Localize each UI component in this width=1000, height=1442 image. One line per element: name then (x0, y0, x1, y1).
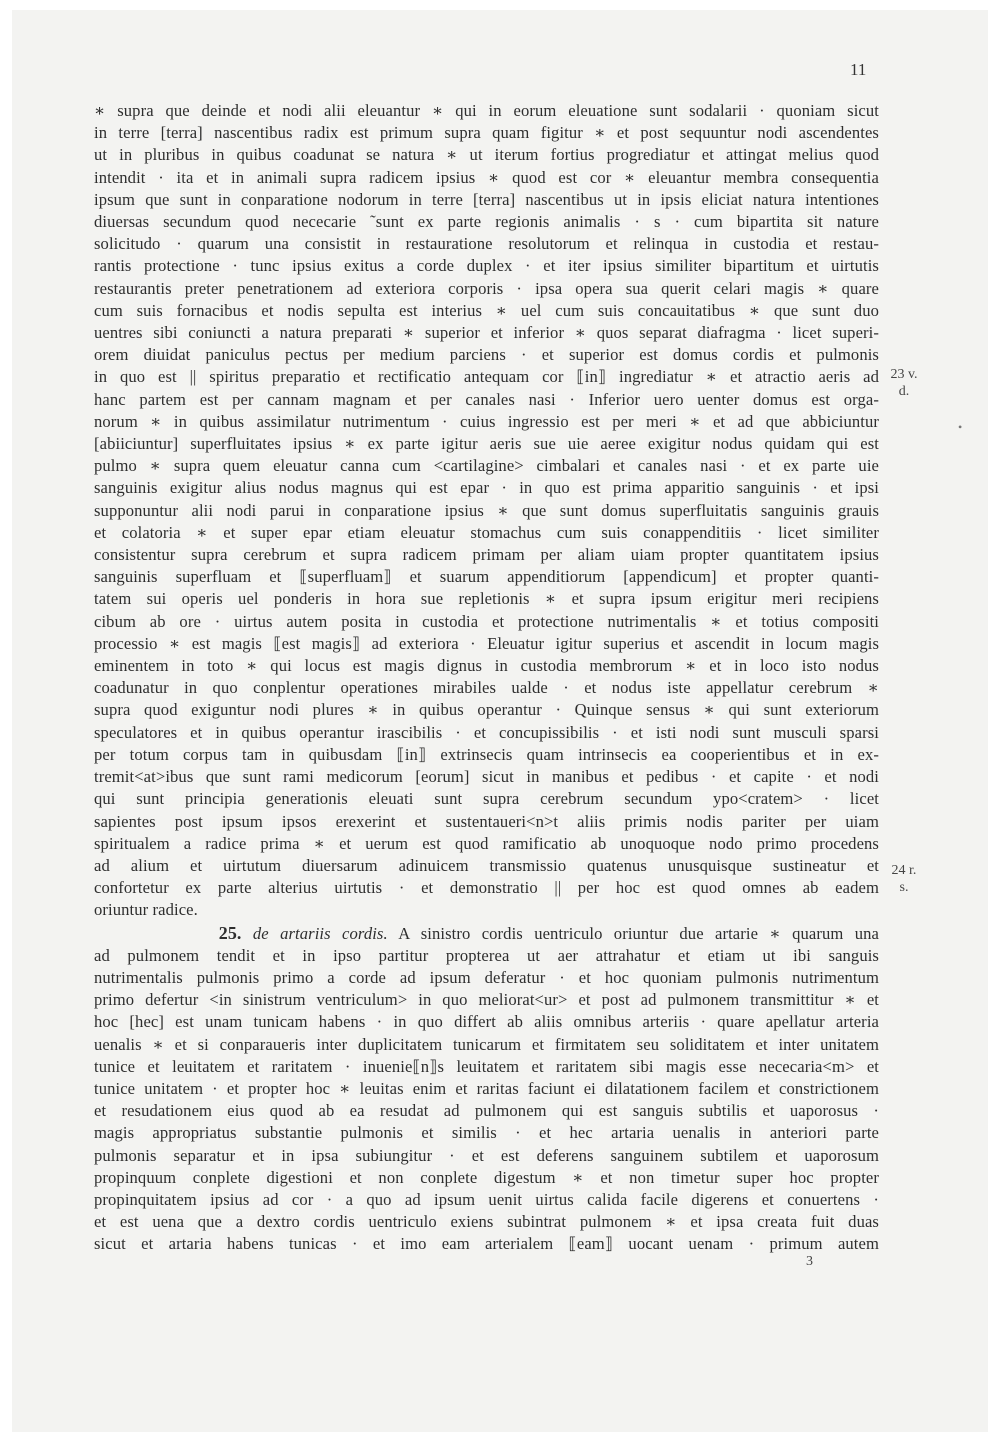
margin-folio-ref: 23 v. (890, 367, 918, 382)
text-line: in quo est || spiritus preparatio et rectificatio antequam cor ⟦in⟧ ingrediatur ∗ et atractio aeris ad (94, 367, 879, 387)
margin-folio-ref: 24 r. (891, 863, 917, 878)
text-line: rantis protectione · tunc ipsius exitus a corde duplex · et iter ipsius similiter bipartitum et uirtutis (94, 256, 879, 276)
text-line: supra quod exiguntur nodi plures ∗ in quibus operantur · Quinque sensus ∗ qui sunt exteriorum (94, 700, 879, 720)
text-line: norum ∗ in quibus assimilatur nutrimentum · cuius ingressio est per meri ∗ et ad que abbiciuntur (94, 411, 879, 431)
text-line: ad pulmonem tendit et in ipso partitur propterea ut aer attrahatur et etiam ut ibi sanguis (94, 945, 879, 965)
margin-folio-side: s. (899, 880, 909, 895)
section-number: 25. (218, 922, 242, 943)
text-line: sicut et artaria habens tunicas · et imo eam arterialem ⟦eam⟧ uocant uenam · primum autem (94, 1234, 879, 1254)
text-line: ut in pluribus in quibus coadunat se natura ∗ ut iterum fortius progrediatur et attingat melius quod (94, 145, 879, 165)
text-line: in terre [terra] nascentibus radix est primum supra quam figitur ∗ et post sequuntur nodi ascendentes (94, 123, 879, 143)
text-line: primo defertur <in sinistrum ventriculum> in quo meliorat<ur> et post ad pulmonem transmittitur ∗ et (94, 990, 879, 1010)
text-line: hanc partem est per cannam magnam et per canales nasi · Inferior uero uenter domus est orga- (94, 389, 879, 409)
text-line: intendit · ita et in animali supra radicem ipsius ∗ quod est cor ∗ eleuantur membra consequentia (94, 167, 879, 187)
margin-folio-note (884, 862, 924, 896)
text-line: eminentem in toto ∗ qui locus est magis dignus in custodia membrorum ∗ et in loco isto nodus (94, 656, 879, 676)
text-line: speculatores et in quibus operantur irascibilis · et concupissibilis · et isti nodi sunt musculi sparsi (94, 722, 879, 742)
text-line: nutrimentalis pulmonis primo a corde ad ipsum deferatur · et hoc quoniam pulmonis nutrimentum (94, 967, 879, 987)
text-line: propinquum conplete digestioni et non conplete digestum ∗ et non timetur super hoc propter (94, 1167, 879, 1187)
text-line: tunice et leuitatem et raritatem · inuenie⟦n⟧s leuitatem et raritatem sibi magis esse nececaria<m> et (94, 1056, 879, 1076)
stray-mark: • (958, 420, 963, 434)
text-line: cum suis fornacibus et nodis sepulta est interius ∗ uel cum suis concauitatibus ∗ que sunt duo (94, 300, 879, 320)
text-line: pulmonis separatur et in ipsa subiungitur · et est deferens sanguinem subtilem et uaporosum (94, 1145, 879, 1165)
text-line: consistentur supra cerebrum et supra radicem primam per aliam uiam propter quantitatem ipsius (94, 545, 879, 565)
text-line: et resudationem eius quod ab ea resudat ad pulmonem qui est sanguis subtilis et uaporosus · (94, 1101, 879, 1121)
text-line: sapientes post ipsum ipsos erexerint et sustentaueri<n>t aliis primis nodis pariter per uiam (94, 811, 879, 831)
text-line: et est uena que a dextro cordis uentriculo exiens subintrat pulmonem ∗ et ipsa creata fuit duas (94, 1212, 879, 1232)
text-line: hoc [hec] est unam tunicam habens · in quo differt ab aliis omnibus arteriis · quare apellatur arteria (94, 1012, 879, 1032)
margin-folio-note (884, 366, 924, 400)
text-line: magis appropriatus substantie pulmonis et similis · et hec artaria uenalis in anteriori parte (94, 1123, 879, 1143)
text-line: tremit<at>ibus que sunt rami medicorum [eorum] sicut in manibus et pedibus · et capite · et nodi (94, 767, 879, 787)
text-line: orem diuidat paniculus pectus per medium parciens · et superior est domus cordis et pulmonis (94, 345, 879, 365)
text-line: restaurantis preter penetrationem ad exteriora corporis · ipsa opera sua querit celari magis ∗ quare (94, 278, 879, 298)
text-line: tatem sui operis uel ponderis in hora sue repletionis ∗ et supra ipsum erigitur meri recipiens (94, 589, 879, 609)
section-title: de artariis cordis. (252, 923, 388, 943)
text-line: confortetur ex parte alterius uirtutis · et demonstratio || per hoc est quod omnes ab eadem (94, 878, 879, 898)
text-line: supponuntur alii nodi parui in conparatione ipsius ∗ que sunt domus superfluitatis sanguinis grauis (94, 500, 879, 520)
signature-mark: 3 (806, 1254, 813, 1269)
body-text (94, 100, 879, 1256)
text-line: uentres sibi coniuncti a natura preparati ∗ superior et inferior ∗ quos separat diafragma · licet superi- (94, 323, 879, 343)
text-line: [abiiciuntur] superfluitates ipsius ∗ ex parte igitur aeris sue uie aeree exigitur nodus quidam qui est (94, 434, 879, 454)
section-heading-line (94, 922, 879, 945)
text-line: sanguinis exigitur alius nodus magnus qui est epar · in quo est prima apparitio sanguinis · et ipsi (94, 478, 879, 498)
text-line: ad alium et uirtutum diuersarum adinuicem transmissio quatenus unusquisque sustineatur et (94, 855, 879, 875)
margin-folio-side: d. (898, 384, 910, 399)
page-number: 11 (850, 60, 867, 79)
text-line: processio ∗ est magis ⟦est magis⟧ ad exteriora · Eleuatur igitur superius et ascendit in locum magis (94, 633, 879, 653)
text-line: ipsum que sunt in conparatione nodorum in terre [terra] nascentibus ut in ipsis eliciat natura intentiones (94, 189, 879, 209)
text-line: coadunatur in quo conplentur operationes mirabiles ualde · et nodus iste appellatur cerebrum ∗ (94, 678, 879, 698)
text-line: sanguinis superfluam et ⟦superfluam⟧ et suarum appenditiorum [appendicum] et propter quanti- (94, 567, 879, 587)
text-line: oriuntur radice. (94, 900, 198, 920)
text-line: et colatoria ∗ et super epar etiam eleuatur stomachus cum suis conappenditiis · licet similiter (94, 522, 879, 542)
text-line: per totum corpus tam in quibusdam ⟦in⟧ extrinsecis quam intrinsecis ea cooperientibus et in ex- (94, 744, 879, 764)
text-line: diuersas secundum quod nececarie ˜sunt ex parte regionis animalis · s · cum bipartita sit nature (94, 212, 879, 232)
text-line: pulmo ∗ supra quem eleuatur canna cum <cartilagine> cimbalari et canales nasi · et ex parte uie (94, 456, 879, 476)
text-line: ∗ supra que deinde et nodi alii eleuantur ∗ qui in eorum eleuatione sunt sodalarii · quoniam sicut (94, 101, 879, 120)
text-line: uenalis ∗ et si conparaueris inter duplicitatem tunicarum et firmitatem seu soliditatem et inter unitatem (94, 1034, 879, 1054)
text-line: propinquitatem ipsius ad cor · a quo ad ipsum uenit uirtus calida facile digerens et conuertens · (94, 1189, 879, 1209)
section-first-line-text: A sinistro cordis uentriculo oriuntur due artarie ∗ quarum una (398, 923, 880, 943)
text-line: spiritualem a radice prima ∗ et uerum est quod ramificatio ab unoquoque nodo primo procedens (94, 833, 879, 853)
text-line: cibum ab ore · uirtus autem posita in custodia et protectione nutrimentalis ∗ et totius compositi (94, 611, 879, 631)
text-line: tunice unitatem · et propter hoc ∗ leuitas enim et raritas faciunt ei dilatationem facilem et constrictionem (94, 1078, 879, 1098)
text-line: qui sunt principia generationis eleuati sunt supra cerebrum secundum ypo<cratem> · licet (94, 789, 879, 809)
text-line: solicitudo · quarum una consistit in restauratione resolutorum et relinqua in custodia et restau- (94, 234, 879, 254)
